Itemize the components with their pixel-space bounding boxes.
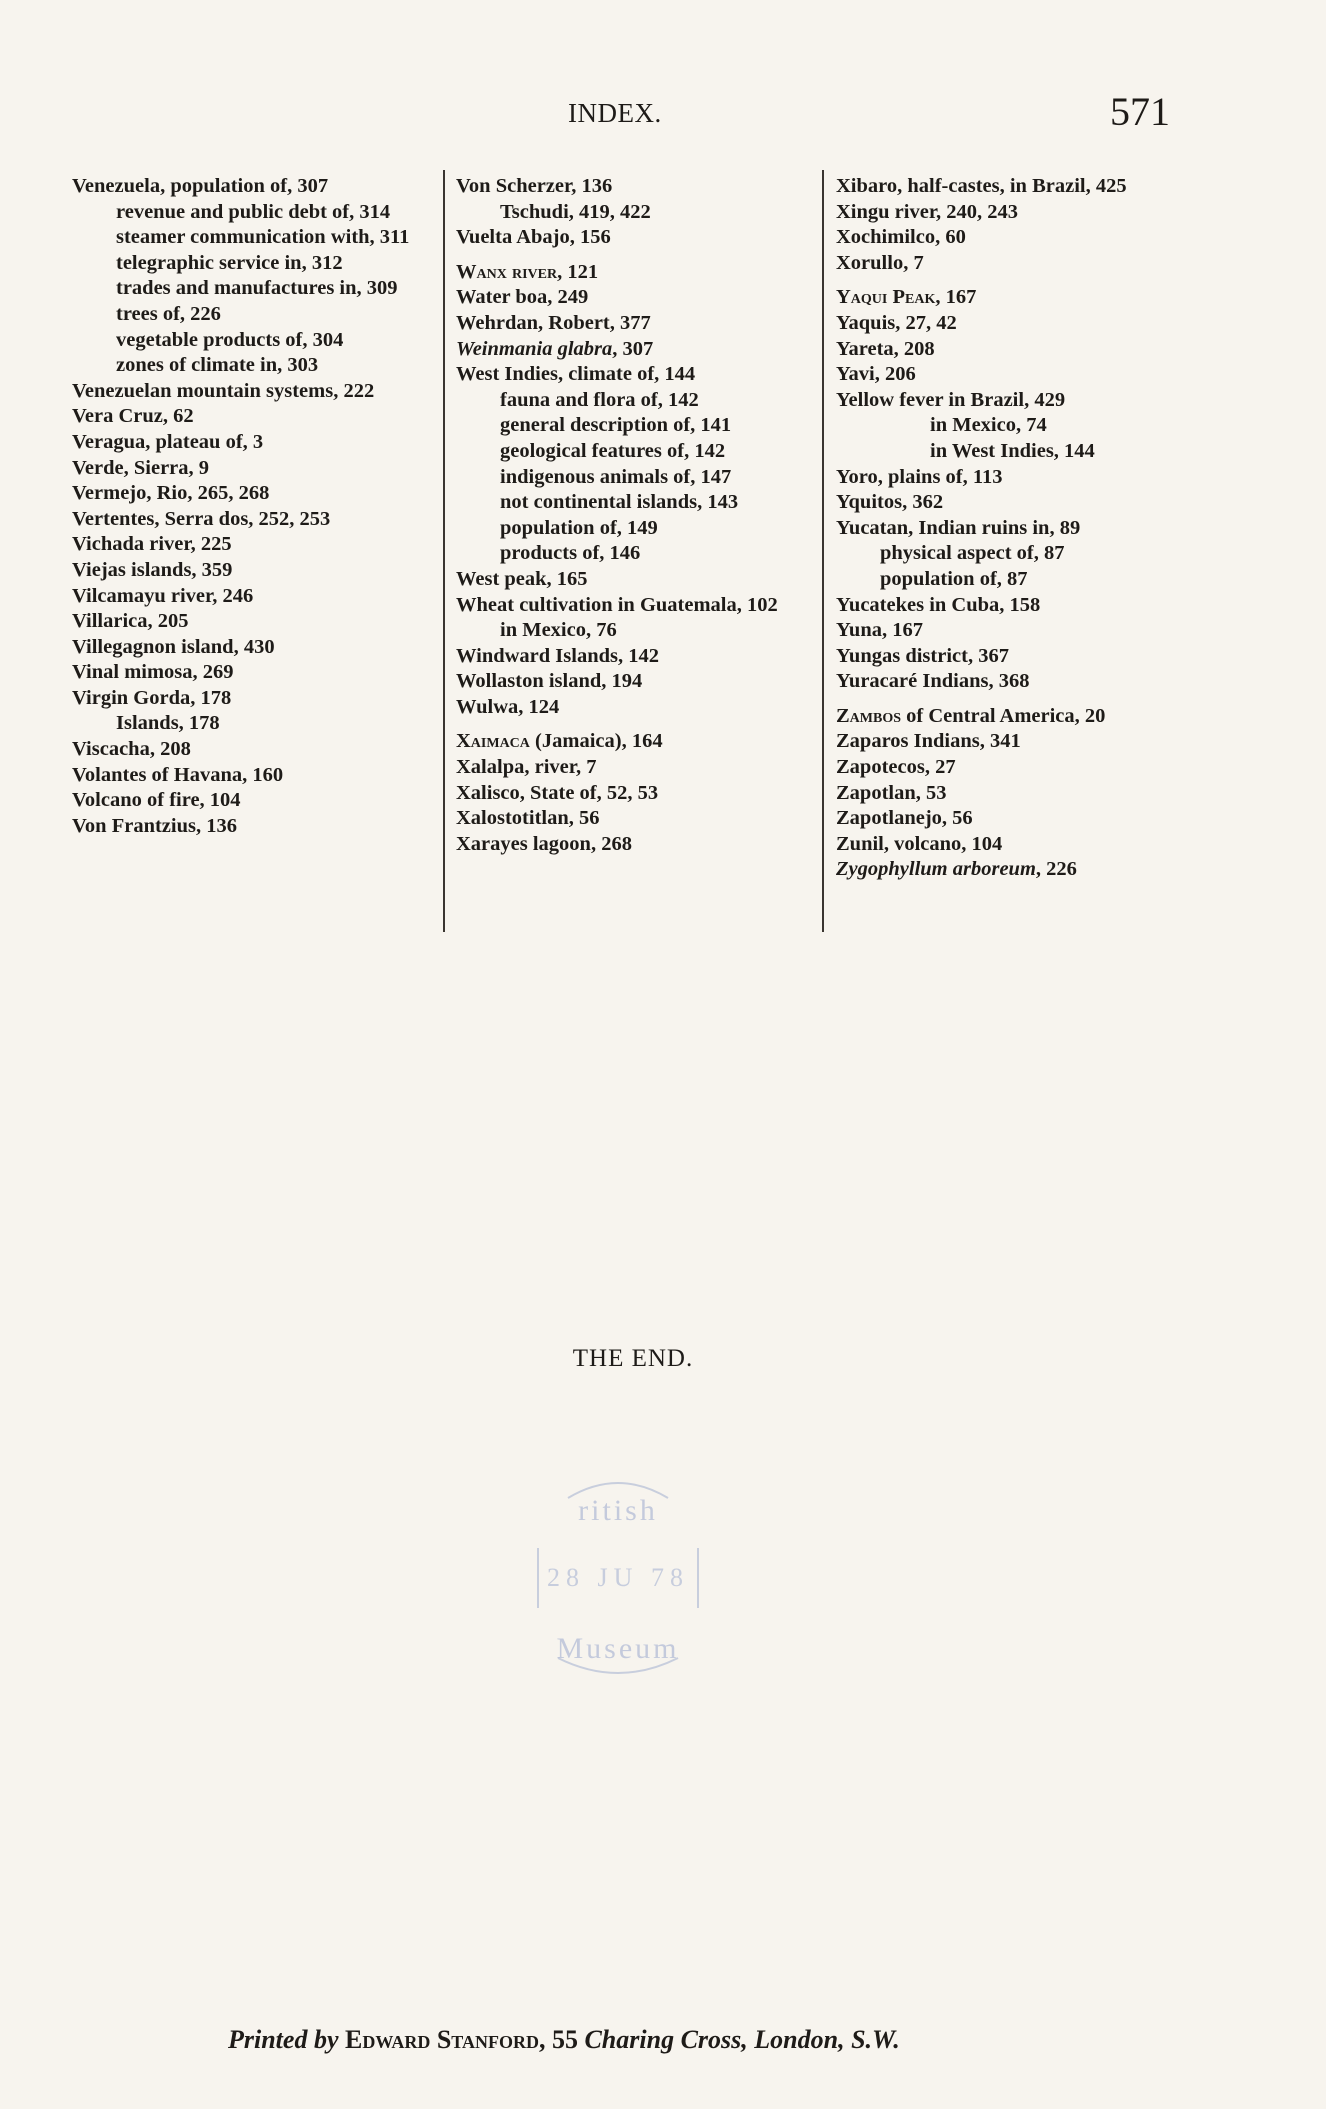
index-entry: Wehrdan, Robert, 377	[456, 311, 651, 334]
index-entry: trades and manufactures in, 309	[116, 277, 398, 300]
index-entry: Wollaston island, 194	[456, 670, 643, 693]
index-entry: Veragua, plateau of, 3	[72, 430, 264, 453]
index-entry: Tschudi, 419, 422	[500, 200, 651, 223]
index-entry: Wanx river, 121	[456, 260, 599, 283]
library-stamp-image	[498, 1458, 738, 1698]
index-entry: Islands, 178	[116, 712, 220, 735]
index-entry: Vinal mimosa, 269	[72, 661, 234, 684]
index-entry: Yellow fever in Brazil, 429	[836, 388, 1066, 411]
index-entry: Verde, Sierra, 9	[72, 456, 210, 479]
index-entry: Xarayes lagoon, 268	[456, 832, 632, 855]
index-entry: Volcano of fire, 104	[72, 789, 241, 812]
index-entry: Vera Cruz, 62	[72, 405, 194, 428]
index-entry: Zapotecos, 27	[836, 756, 956, 779]
index-entry: products of, 146	[500, 542, 641, 565]
index-entry: Xorullo, 7	[836, 251, 924, 274]
column-rule	[443, 170, 445, 932]
index-entry: Xochimilco, 60	[836, 226, 966, 249]
running-title: INDEX.	[568, 98, 662, 128]
index-entry: Yquitos, 362	[836, 491, 944, 514]
index-entry: Xibaro, half-castes, in Brazil, 425	[836, 175, 1127, 197]
index-entry: Villegagnon island, 430	[72, 635, 275, 658]
index-entry: West Indies, climate of, 144	[456, 363, 696, 386]
index-entry: Weinmania glabra, 307	[456, 337, 654, 360]
index-entry: Villarica, 205	[72, 610, 189, 633]
index-entry: Von Scherzer, 136	[456, 175, 613, 197]
index-entry: general description of, 141	[500, 414, 732, 437]
index-entry: Xalalpa, river, 7	[456, 756, 597, 779]
index-entry: Yucatekes in Cuba, 158	[836, 593, 1041, 616]
index-entry: Vermejo, Rio, 265, 268	[72, 482, 270, 505]
index-entry: telegraphic service in, 312	[116, 251, 343, 274]
svg-text:Museum: Museum	[556, 1632, 680, 1665]
index-entry: Yuna, 167	[836, 619, 923, 642]
index-entry: Yoro, plains of, 113	[836, 465, 1003, 488]
index-entry: vegetable products of, 304	[116, 328, 344, 351]
index-entry: Yaqui Peak, 167	[836, 286, 977, 309]
the-end: THE END.	[572, 1345, 694, 1372]
index-entry: geological features of, 142	[500, 439, 726, 462]
index-entry: Xingu river, 240, 243	[836, 200, 1019, 223]
index-entry: Venezuelan mountain systems, 222	[72, 379, 375, 402]
index-entry: Zapotlanejo, 56	[836, 807, 973, 830]
index-column-1	[72, 174, 432, 939]
imprint	[228, 2025, 900, 2055]
index-entry: Xalostotitlan, 56	[456, 807, 600, 830]
svg-text:ritish: ritish	[578, 1494, 658, 1527]
index-entry: physical aspect of, 87	[880, 542, 1065, 565]
index-entry: population of, 87	[880, 567, 1028, 590]
index-entry: West peak, 165	[456, 567, 588, 590]
column-rule	[822, 170, 824, 932]
index-entry: Wheat cultivation in Guatemala, 102	[456, 593, 778, 616]
index-entry: Zapotlan, 53	[836, 781, 947, 804]
index-entry: trees of, 226	[116, 302, 221, 325]
index-entry: Yareta, 208	[836, 337, 935, 360]
index-entry: revenue and public debt of, 314	[116, 200, 391, 223]
index-entry: Zaparos Indians, 341	[836, 730, 1021, 753]
index-entry: Vertentes, Serra dos, 252, 253	[72, 507, 331, 530]
library-stamp	[498, 1458, 738, 1698]
index-entry: not continental islands, 143	[500, 491, 739, 514]
index-entry: Volantes of Havana, 160	[72, 763, 284, 786]
index-entry: Wulwa, 124	[456, 695, 560, 718]
page-number: 571	[1110, 89, 1170, 134]
index-entry: Yungas district, 367	[836, 644, 1009, 667]
index-entry: Yavi, 206	[836, 363, 916, 386]
index-entry: population of, 149	[500, 516, 658, 539]
index-entry: Vilcamayu river, 246	[72, 584, 254, 607]
index-entry: steamer communication with, 311	[116, 226, 410, 249]
svg-text:28 JU 78: 28 JU 78	[547, 1563, 689, 1592]
index-entry: Xaimaca (Jamaica), 164	[456, 730, 663, 753]
index-entry: indigenous animals of, 147	[500, 465, 732, 488]
index-entry: Yucatan, Indian ruins in, 89	[836, 516, 1081, 539]
index-entry: Zygophyllum arboreum, 226	[836, 858, 1077, 881]
index-entry: in Mexico, 76	[500, 619, 617, 642]
index-entry: Water boa, 249	[456, 286, 589, 309]
index-entry: Virgin Gorda, 178	[72, 686, 232, 709]
imprint-printer: Edward Stanford,	[345, 2025, 546, 2054]
index-entry: Xalisco, State of, 52, 53	[456, 781, 659, 804]
index-entry: Viscacha, 208	[72, 738, 191, 761]
index-entry: Zunil, volcano, 104	[836, 832, 1003, 855]
index-entry: Vichada river, 225	[72, 533, 232, 556]
index-column-2	[456, 174, 810, 939]
imprint-address: Charing Cross, London, S.W.	[584, 2025, 900, 2054]
index-entry: Viejas islands, 359	[72, 558, 233, 581]
imprint-printed-by: Printed by	[228, 2025, 339, 2054]
index-entry: Yaquis, 27, 42	[836, 311, 957, 334]
index-entry: in Mexico, 74	[930, 414, 1047, 437]
index-entry: Yuracaré Indians, 368	[836, 670, 1030, 693]
index-entry: Von Frantzius, 136	[72, 814, 237, 837]
index-column-3	[836, 174, 1198, 939]
index-entry: fauna and flora of, 142	[500, 388, 699, 411]
index-entry: Zambos of Central America, 20	[836, 704, 1106, 727]
imprint-number: 55	[551, 2025, 578, 2054]
index-entry: Vuelta Abajo, 156	[456, 226, 611, 249]
index-entry: in West Indies, 144	[930, 439, 1095, 462]
index-entry: zones of climate in, 303	[116, 354, 319, 377]
index-entry: Windward Islands, 142	[456, 644, 659, 667]
index-entry: Venezuela, population of, 307	[72, 175, 329, 197]
